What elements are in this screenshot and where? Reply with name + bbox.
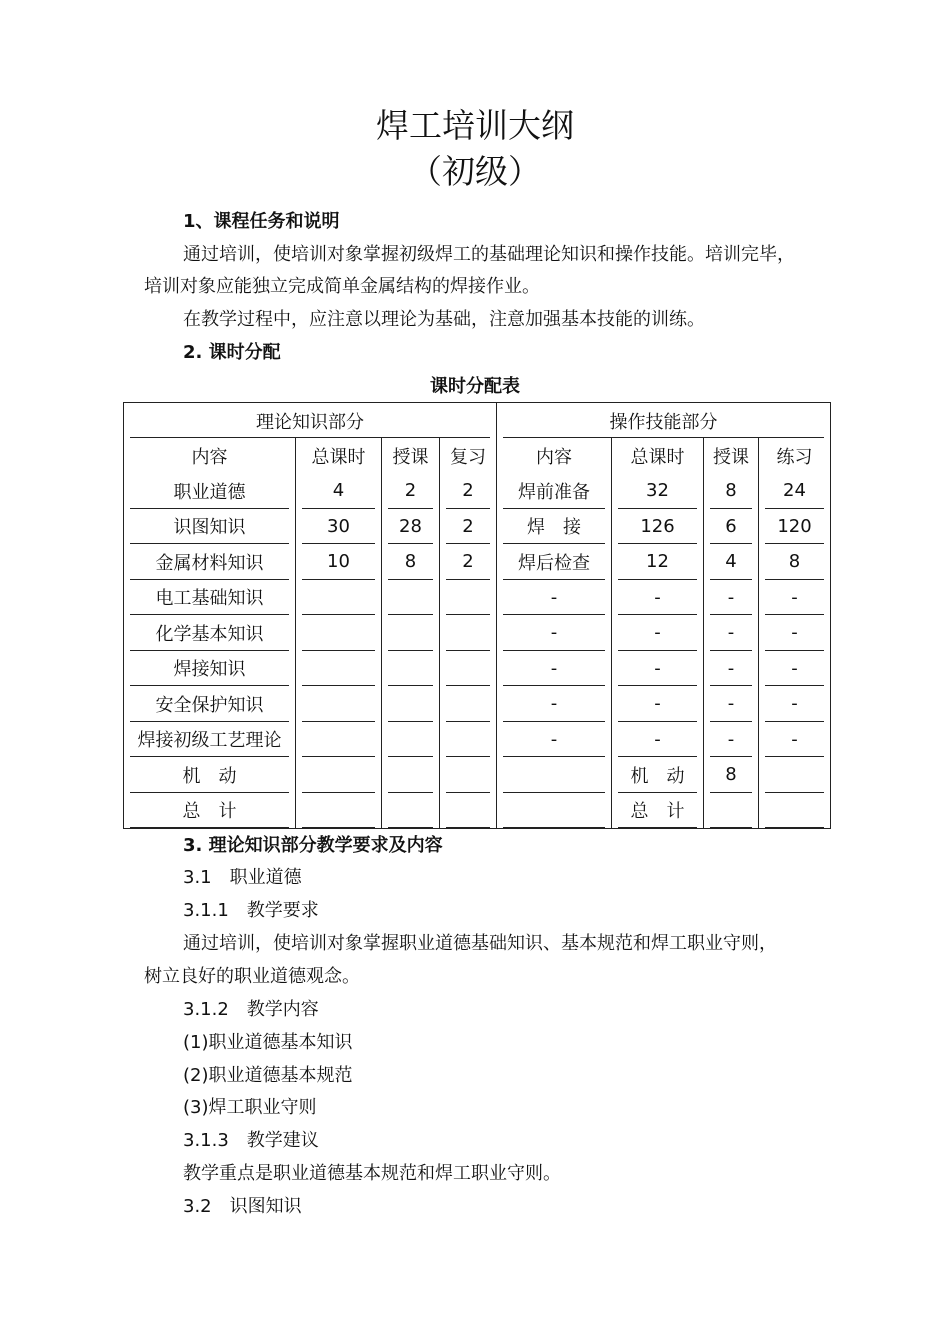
table-row bbox=[124, 509, 831, 545]
table-cell: 焊接初级工艺理论 bbox=[124, 722, 296, 758]
header-cell: 总课时 bbox=[612, 438, 704, 473]
section1-para1-line1: 通过培训，使培训对象掌握初级焊工的基础理论知识和操作技能。培训完毕， bbox=[183, 244, 795, 265]
table-cell bbox=[440, 757, 497, 793]
table-cell bbox=[497, 757, 612, 793]
table-cell: 机 动 bbox=[124, 757, 296, 793]
table-cell: 总 计 bbox=[124, 793, 296, 829]
section-3-1-2: 3.1.2 教学内容 bbox=[183, 999, 319, 1020]
table-row bbox=[124, 544, 831, 580]
table-cell: 28 bbox=[382, 509, 440, 545]
table-cell: 2 bbox=[440, 544, 497, 580]
header-cell: 授课 bbox=[382, 438, 440, 473]
table-cell: - bbox=[759, 580, 831, 616]
section-3-1-1: 3.1.1 教学要求 bbox=[183, 900, 319, 921]
table-cell: 化学基本知识 bbox=[124, 615, 296, 651]
table-cell: 焊前准备 bbox=[497, 473, 612, 509]
table-row bbox=[124, 615, 831, 651]
table-cell bbox=[382, 757, 440, 793]
table-cell bbox=[440, 651, 497, 687]
table-cell bbox=[296, 686, 382, 722]
group-header-skill: 操作技能部分 bbox=[497, 403, 831, 439]
table-cell: - bbox=[759, 615, 831, 651]
table-cell: - bbox=[497, 722, 612, 758]
section-3-1-3: 3.1.3 教学建议 bbox=[183, 1130, 319, 1151]
table-row bbox=[124, 757, 831, 793]
table-cell bbox=[382, 580, 440, 616]
table-cell: - bbox=[759, 651, 831, 687]
table-cell: 机 动 bbox=[612, 757, 704, 793]
table-cell bbox=[440, 580, 497, 616]
table-cell bbox=[382, 793, 440, 829]
table-cell: 焊后检查 bbox=[497, 544, 612, 580]
content-item-3: (3)焊工职业守则 bbox=[183, 1097, 317, 1118]
table-cell: 职业道德 bbox=[124, 473, 296, 509]
table-cell bbox=[296, 580, 382, 616]
table-cell bbox=[382, 651, 440, 687]
table-cell: 4 bbox=[704, 544, 759, 580]
header-cell: 练习 bbox=[759, 438, 831, 473]
table-cell: - bbox=[612, 651, 704, 687]
table-cell: 4 bbox=[296, 473, 382, 509]
table-cell: 12 bbox=[612, 544, 704, 580]
section-3-2: 3.2 识图知识 bbox=[183, 1196, 302, 1217]
table-cell: - bbox=[497, 686, 612, 722]
table-cell: 焊接知识 bbox=[124, 651, 296, 687]
section1-para2: 在教学过程中，应注意以理论为基础，注意加强基本技能的训练。 bbox=[183, 309, 705, 330]
table-cell bbox=[759, 757, 831, 793]
table-cell bbox=[296, 615, 382, 651]
header-cell: 内容 bbox=[124, 438, 296, 473]
header-cell: 授课 bbox=[704, 438, 759, 473]
table-cell: - bbox=[612, 580, 704, 616]
table-cell: - bbox=[759, 722, 831, 758]
document-title: 焊工培训大纲 bbox=[376, 106, 574, 145]
table-row bbox=[124, 793, 831, 829]
section-3-1-1-para-line2: 树立良好的职业道德观念。 bbox=[144, 966, 360, 987]
table-cell: 2 bbox=[440, 509, 497, 545]
header-cell: 复习 bbox=[440, 438, 497, 473]
table-cell: 2 bbox=[440, 473, 497, 509]
table-cell: - bbox=[497, 615, 612, 651]
document-subtitle: （初级） bbox=[409, 152, 541, 191]
table-cell bbox=[497, 793, 612, 829]
table-cell: 电工基础知识 bbox=[124, 580, 296, 616]
table-cell: - bbox=[612, 615, 704, 651]
content-item-1: (1)职业道德基本知识 bbox=[183, 1032, 353, 1053]
table-cell bbox=[296, 793, 382, 829]
table-cell: 8 bbox=[382, 544, 440, 580]
table-cell: 总 计 bbox=[612, 793, 704, 829]
table-cell bbox=[382, 722, 440, 758]
table-cell: 30 bbox=[296, 509, 382, 545]
table-cell bbox=[382, 686, 440, 722]
table-row bbox=[124, 686, 831, 722]
table-cell: 金属材料知识 bbox=[124, 544, 296, 580]
table-cell: - bbox=[612, 686, 704, 722]
table-cell bbox=[382, 615, 440, 651]
table-cell bbox=[440, 615, 497, 651]
table-cell: 焊 接 bbox=[497, 509, 612, 545]
table-row bbox=[124, 651, 831, 687]
table-cell bbox=[296, 651, 382, 687]
table-cell bbox=[296, 757, 382, 793]
table-cell: 10 bbox=[296, 544, 382, 580]
section2-heading: 2. 课时分配 bbox=[183, 342, 281, 363]
content-item-2: (2)职业道德基本规范 bbox=[183, 1065, 353, 1086]
table-cell bbox=[440, 686, 497, 722]
table-cell: - bbox=[612, 722, 704, 758]
table-cell: 安全保护知识 bbox=[124, 686, 296, 722]
table-header-row bbox=[124, 438, 831, 473]
hours-allocation-table bbox=[123, 402, 831, 829]
table-cell: - bbox=[759, 686, 831, 722]
table-cell: 识图知识 bbox=[124, 509, 296, 545]
table-cell bbox=[759, 793, 831, 829]
table-cell bbox=[440, 722, 497, 758]
table-cell: 126 bbox=[612, 509, 704, 545]
table-cell: 8 bbox=[759, 544, 831, 580]
table-cell: - bbox=[704, 651, 759, 687]
section3-heading: 3. 理论知识部分教学要求及内容 bbox=[183, 835, 443, 856]
table-cell: 8 bbox=[704, 473, 759, 509]
header-cell: 总课时 bbox=[296, 438, 382, 473]
table-cell bbox=[440, 793, 497, 829]
section-3-1-1-para-line1: 通过培训，使培训对象掌握职业道德基础知识、基本规范和焊工职业守则， bbox=[183, 933, 777, 954]
table-row bbox=[124, 473, 831, 509]
table-cell bbox=[704, 793, 759, 829]
header-cell: 内容 bbox=[497, 438, 612, 473]
table-cell: - bbox=[497, 580, 612, 616]
table-cell: - bbox=[704, 686, 759, 722]
table-cell: 2 bbox=[382, 473, 440, 509]
section-3-1-3-text: 教学重点是职业道德基本规范和焊工职业守则。 bbox=[183, 1163, 561, 1184]
section1-heading: 1、课程任务和说明 bbox=[183, 211, 340, 232]
section1-para1-line2: 培训对象应能独立完成简单金属结构的焊接作业。 bbox=[144, 276, 540, 297]
table-group-header-row bbox=[124, 403, 831, 439]
table-cell: 120 bbox=[759, 509, 831, 545]
table-cell: - bbox=[497, 651, 612, 687]
table-cell: 24 bbox=[759, 473, 831, 509]
table-row bbox=[124, 580, 831, 616]
table-cell: 32 bbox=[612, 473, 704, 509]
table-cell: - bbox=[704, 580, 759, 616]
table-cell: 8 bbox=[704, 757, 759, 793]
table-cell: - bbox=[704, 615, 759, 651]
table-caption: 课时分配表 bbox=[430, 376, 520, 397]
table-cell: 6 bbox=[704, 509, 759, 545]
table-cell: - bbox=[704, 722, 759, 758]
section-3-1: 3.1 职业道德 bbox=[183, 867, 302, 888]
group-header-theory: 理论知识部分 bbox=[124, 403, 497, 439]
table-cell bbox=[296, 722, 382, 758]
table-row bbox=[124, 722, 831, 758]
